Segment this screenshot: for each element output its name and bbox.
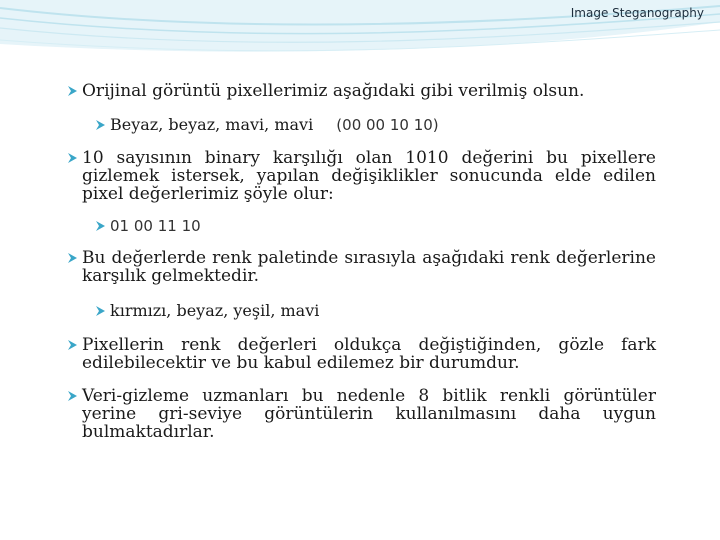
bullet-text-5: Veri-gizleme uzmanları bu nedenle 8 bitlik renkli görüntüler yerine gri-seviye görüntülerin kullanılmasını daha uygun bulmaktadırlar.	[82, 386, 656, 442]
bullet-icon	[66, 149, 80, 167]
sub-text-1: Beyaz, beyaz, mavi, mavi	[110, 115, 314, 134]
bullet-icon	[94, 116, 108, 134]
bullet-item-4	[66, 336, 656, 372]
bullet-item-5	[66, 387, 656, 441]
bullet-icon	[66, 82, 80, 100]
slide-content	[66, 78, 656, 441]
bullet-item-1	[66, 82, 656, 100]
bullet-icon	[66, 249, 80, 267]
bullet-icon	[66, 336, 80, 354]
bullet-icon	[94, 217, 108, 235]
bullet-item-3	[66, 249, 656, 285]
bullet-text-3: Bu değerlerde renk paletinde sırasıyla aşağıdaki renk değerlerine karşılık gelmektedir.	[82, 248, 656, 286]
sub-item-3	[80, 302, 656, 320]
bullet-text-1: Orijinal görüntü pixellerimiz aşağıdaki gibi verilmiş olsun.	[82, 81, 585, 101]
sub-text-3: kırmızı, beyaz, yeşil, mavi	[110, 301, 320, 320]
bullet-text-4: Pixellerin renk değerleri oldukça değiştiğinden, gözle fark edilebilecektir ve bu kabul edilemez bir durumdur.	[82, 335, 656, 373]
bullet-icon	[94, 302, 108, 320]
sub-code-2: 01 00 11 10	[110, 217, 201, 235]
bullet-icon	[66, 387, 80, 405]
sub-code-1: (00 00 10 10)	[336, 116, 439, 134]
header-title: Image Steganography	[570, 6, 704, 20]
sub-item-1	[80, 116, 656, 134]
bullet-text-2: 10 sayısının binary karşılığı olan 1010 değerini bu pixellere gizlemek istersek, yapılan değişiklikler sonucunda elde edilen pixel değerlerimiz şöyle olur:	[82, 148, 656, 204]
bullet-item-2	[66, 149, 656, 203]
sub-item-2	[80, 217, 656, 235]
